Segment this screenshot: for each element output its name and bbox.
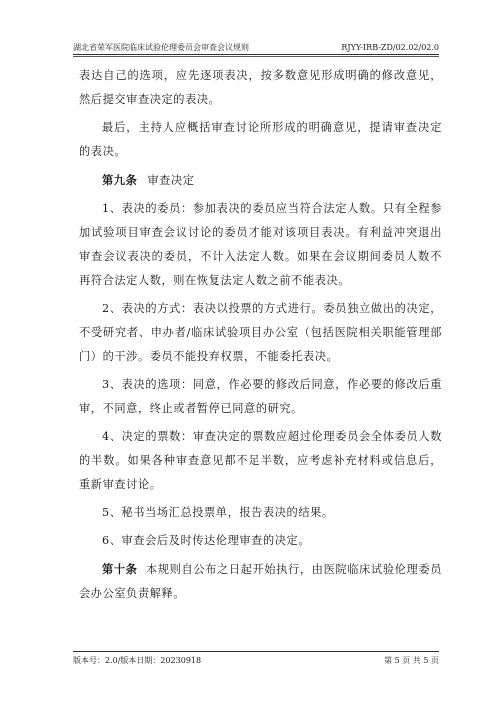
article-9-heading	[79, 168, 442, 193]
footer-version: 版本号：2.0/版本日期：20230918	[73, 656, 202, 665]
footer-rule	[73, 651, 439, 652]
article-10-text: 本规则自公布之日起开始执行，由医院临床试验伦理委员会办公室负责解释。	[79, 563, 442, 600]
list-item-2: 2、表决的方式：表决以投票的方式进行。委员独立做出的决定，不受研究者、申办者/临床试验项目办公室（包括医院相关职能管理部门）的干涉。委员不能投弃权票，不能委托表决。	[79, 302, 442, 363]
page-header	[73, 38, 439, 53]
list-item-3: 3、表决的选项：同意，作必要的修改后同意，作必要的修改后重审，不同意，终止或者暂停已同意的研究。	[79, 378, 442, 415]
page-footer	[73, 655, 439, 666]
article-10-label: 第十条	[102, 562, 138, 576]
list-item-4: 4、决定的票数：审查决定的票数应超过伦理委员会全体委员人数的半数。如果各种审查意见都不足半数，应考虑补充材料或信息后，重新审查讨论。	[79, 430, 442, 491]
footer-page-number: 第 5 页 共 5 页	[384, 656, 439, 665]
list-item-5: 5、秘书当场汇总投票单，报告表决的结果。	[102, 506, 334, 519]
paragraph-continuation: 表达自己的选项，应先逐项表决，按多数意见形成明确的修改意见，然后提交审查决定的表决。	[79, 69, 442, 106]
header-document-code: RJYY-IRB-ZD/02.02/02.0	[341, 43, 439, 52]
article-9-title: 审查决定	[147, 174, 195, 187]
header-document-title: 湖北省荣军医院临床试验伦理委员会审查会议规则	[73, 43, 249, 52]
document-body	[79, 64, 442, 610]
article-10	[79, 557, 442, 606]
header-rule-thin	[73, 56, 439, 57]
list-item-1: 1、表决的委员：参加表决的委员应当符合法定人数。只有全程参加试验项目审查会议讨论的委员才能对该项目表决。有利益冲突退出审查会议表决的委员，不计入法定人数。如果在会议期间委员人数不再符合法定人数，则在恢复法定人数之前不能表决。	[79, 202, 442, 287]
article-9-label: 第九条	[102, 173, 138, 187]
list-item-6: 6、审查会后及时传达伦理审查的决定。	[102, 534, 311, 547]
paragraph-summary: 最后，主持人应概括审查讨论所形成的明确意见，提请审查决定的表决。	[79, 121, 442, 158]
header-rule	[73, 54, 439, 55]
